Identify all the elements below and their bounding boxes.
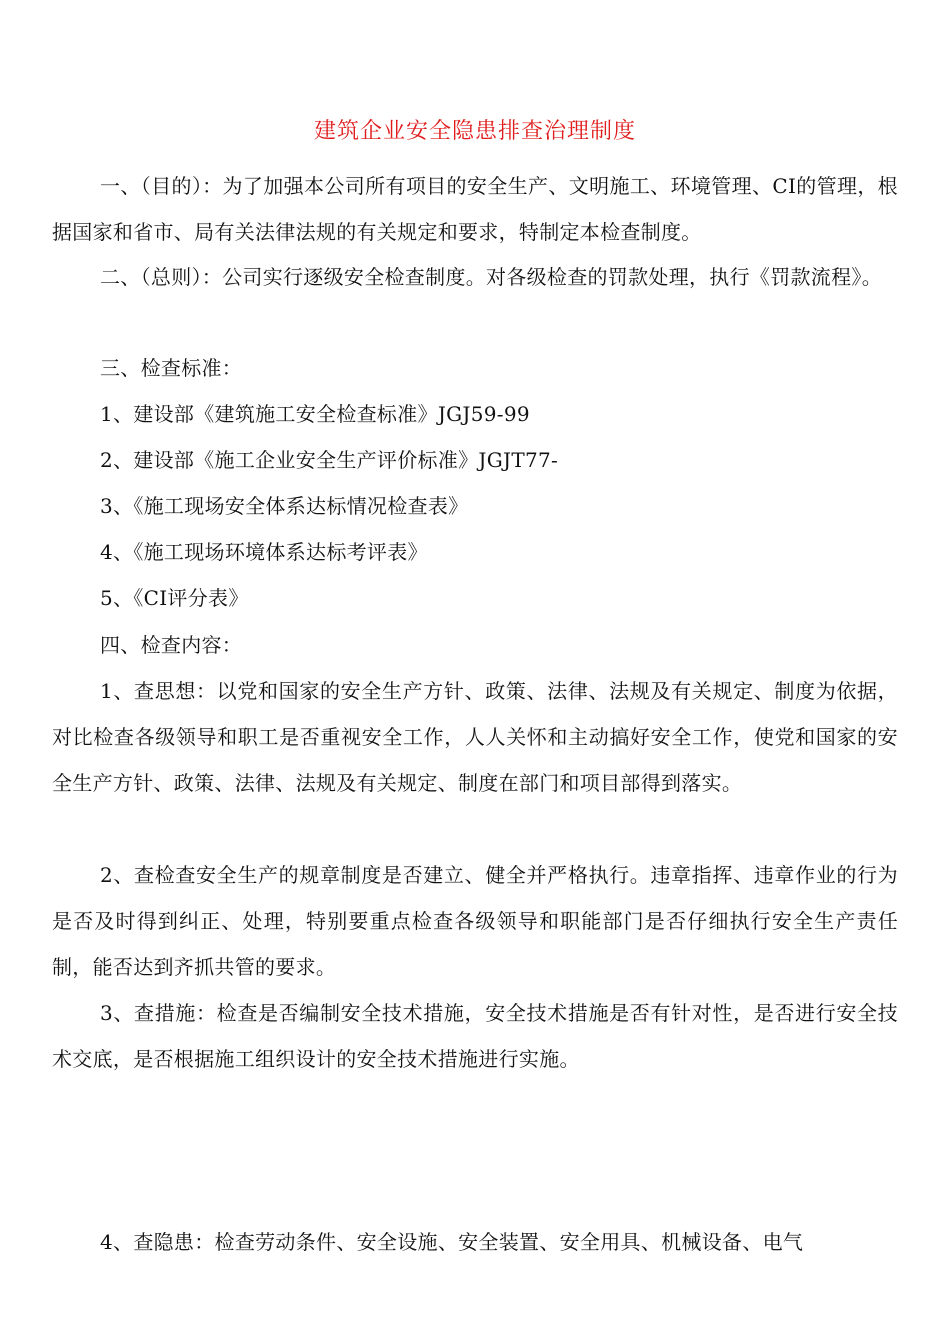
content-item-measures: 3、查措施：检查是否编制安全技术措施，安全技术措施是否有针对性，是否进行安全技术交底，是否根据施工组织设计的安全技术措施进行实施。	[52, 1001, 898, 1071]
standard-item-1: 1、建设部《建筑施工安全检查标准》JGJ59-99	[100, 402, 530, 426]
standard-item-3: 3、《施工现场安全体系达标情况检查表》	[100, 494, 469, 518]
standard-item-4: 4、《施工现场环境体系达标考评表》	[100, 540, 428, 564]
paragraph-content-heading: 四、检查内容：	[100, 633, 243, 657]
content-item-thought: 1、查思想：以党和国家的安全生产方针、政策、法律、法规及有关规定、制度为依据，对比检查各级领导和职工是否重视安全工作，人人关怀和主动搞好安全工作，使党和国家的安全生产方针、政策、法律、法规及有关规定、制度在部门和项目部得到落实。	[52, 679, 898, 795]
standard-item-5: 5、《CI评分表》	[100, 586, 249, 610]
paragraph-general: 二、（总则）：公司实行逐级安全检查制度。对各级检查的罚款处理，执行《罚款流程》。	[100, 265, 882, 289]
document-title: 建筑企业安全隐患排查治理制度	[313, 119, 636, 144]
content-item-rules: 2、查检查安全生产的规章制度是否建立、健全并严格执行。违章指挥、违章作业的行为是否及时得到纠正、处理，特别要重点检查各级领导和职能部门是否仔细执行安全生产责任制，能否达到齐抓共管的要求。	[52, 863, 898, 979]
standard-item-2: 2、建设部《施工企业安全生产评价标准》JGJT77-	[100, 448, 559, 472]
content-item-hazards: 4、查隐患：检查劳动条件、安全设施、安全装置、安全用具、机械设备、电气	[100, 1230, 804, 1254]
paragraph-standards-heading: 三、检查标准：	[100, 356, 243, 380]
paragraph-purpose: 一、（目的）：为了加强本公司所有项目的安全生产、文明施工、环境管理、CI的管理，根据国家和省市、局有关法律法规的有关规定和要求，特制定本检查制度。	[52, 174, 898, 244]
